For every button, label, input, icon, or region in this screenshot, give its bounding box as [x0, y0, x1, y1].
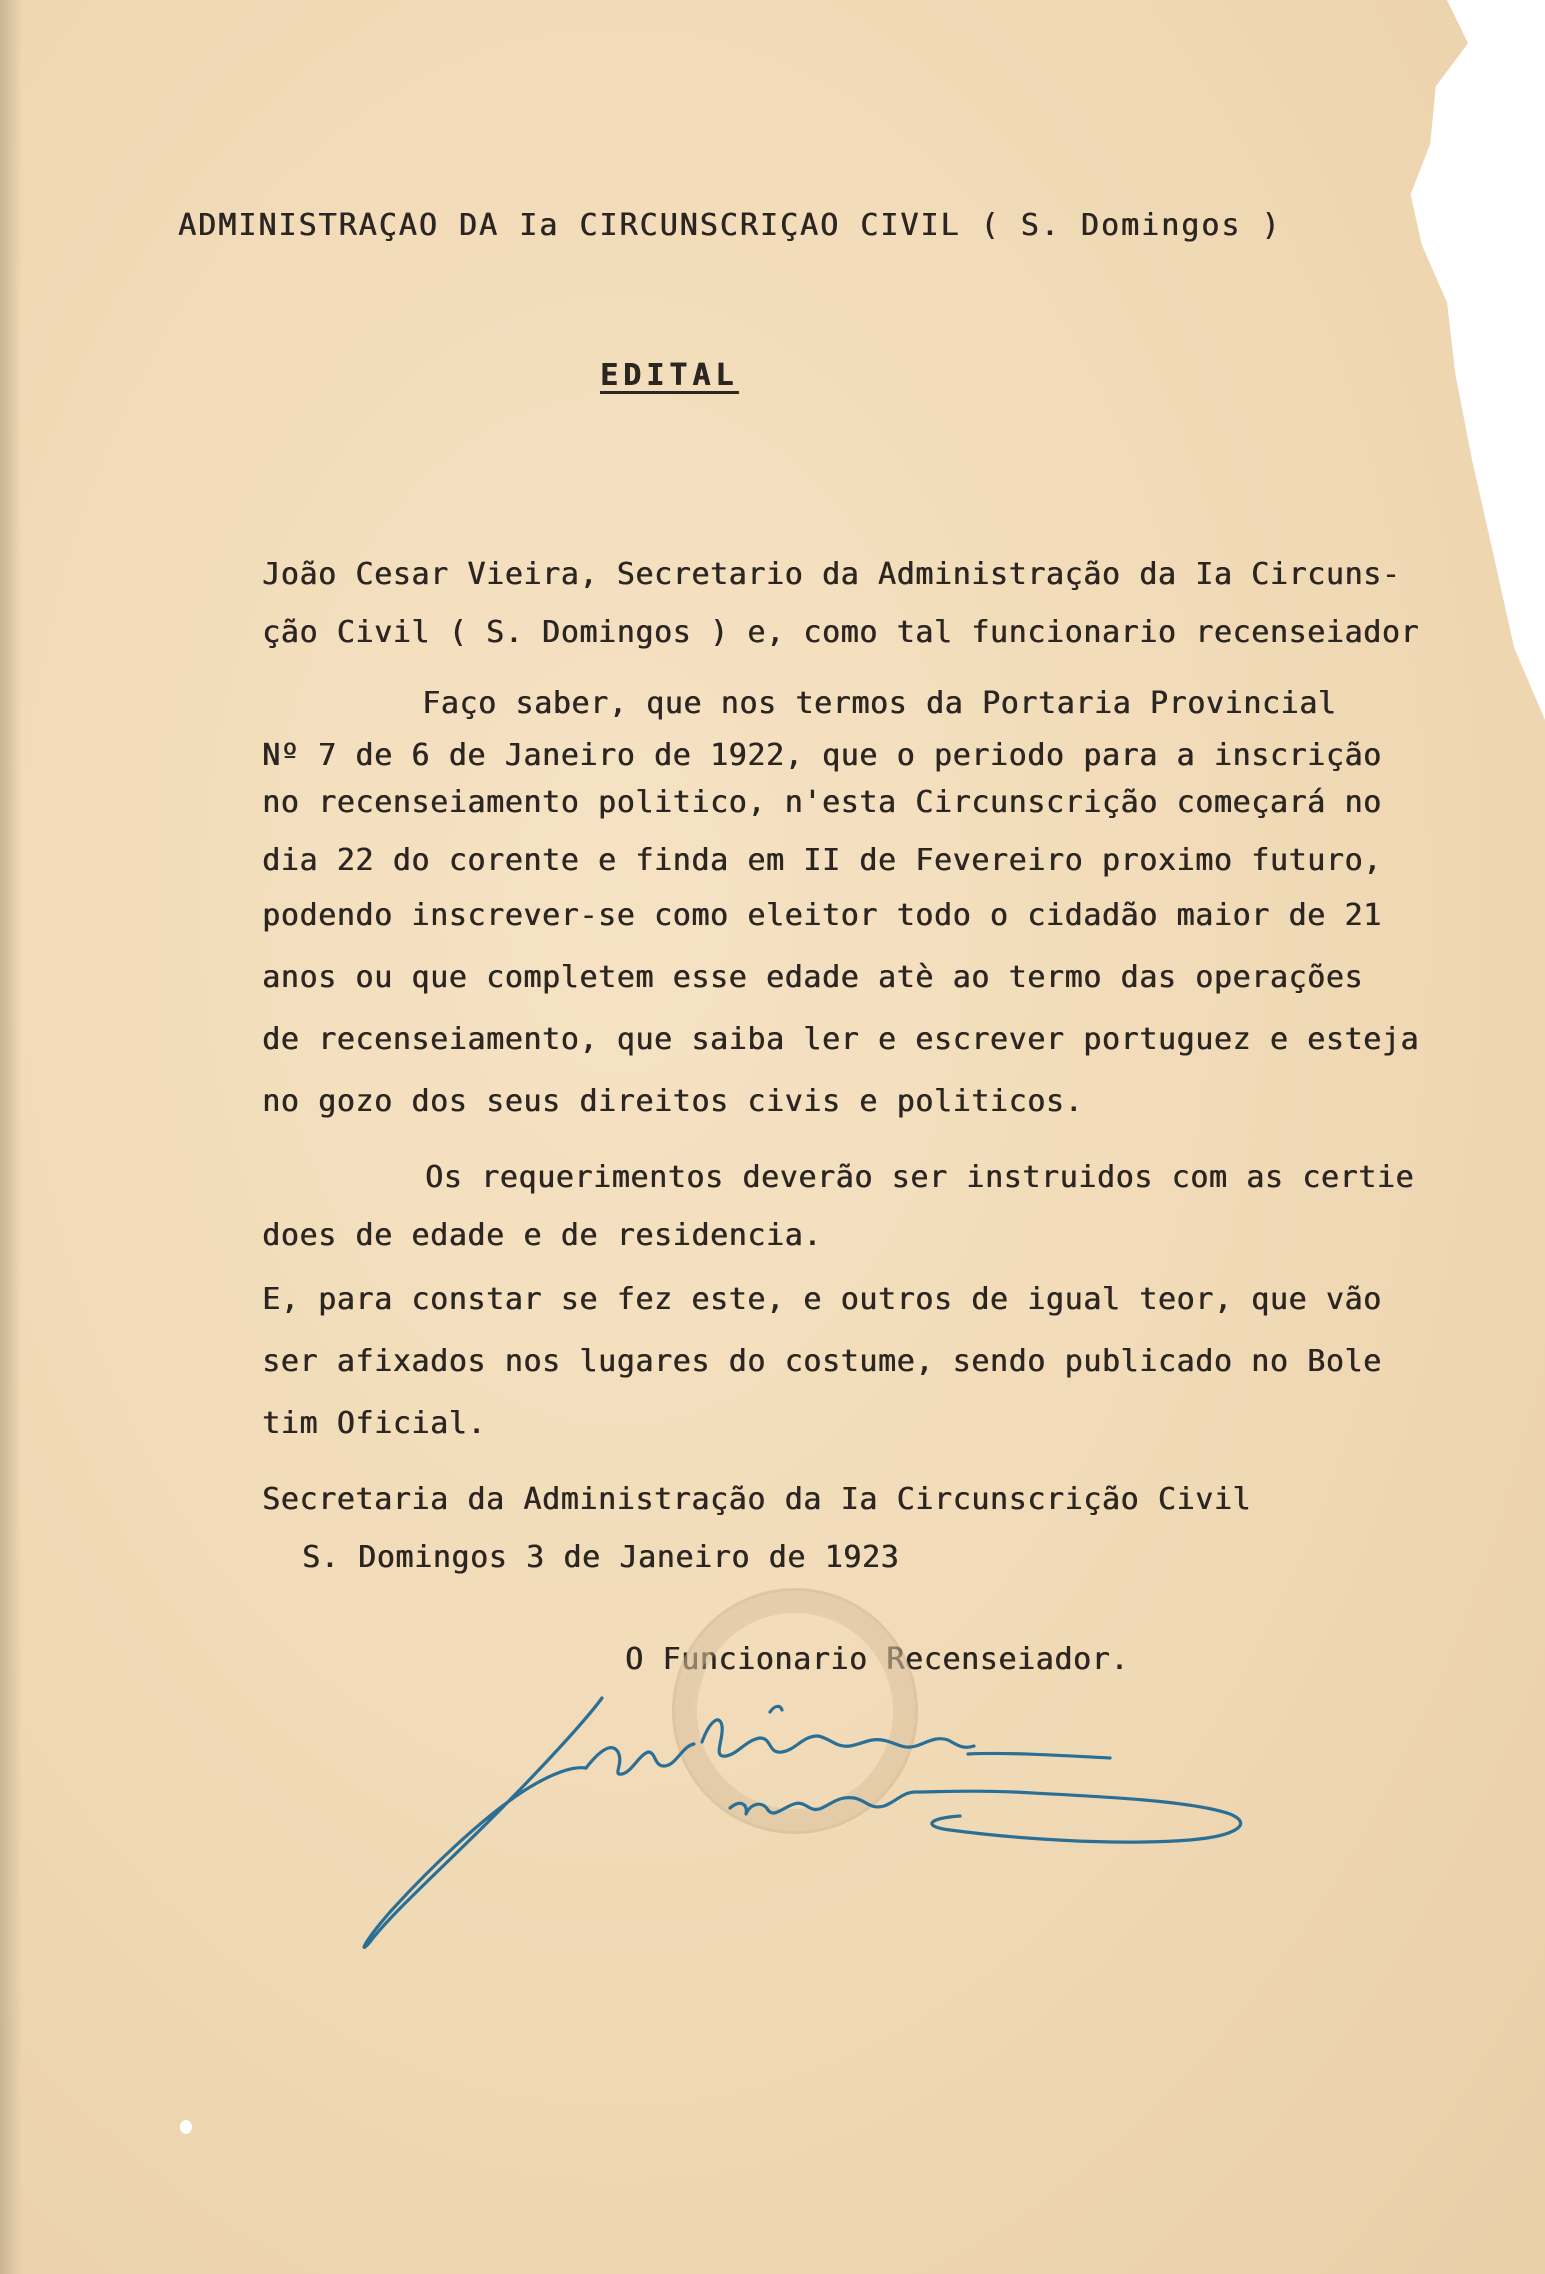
document-header: ADMINISTRAÇAO DA Ia CIRCUNSCRIÇAO CIVIL ( S. Domingos ): [178, 208, 1282, 243]
intro-line-1: João Cesar Vieira, Secretario da Administração da Ia Circuns-: [262, 557, 1401, 592]
place-line: Secretaria da Administração da Ia Circunscrição Civil: [262, 1482, 1252, 1517]
notice-line-5: podendo inscrever-se como eleitor todo o cidadão maior de 21: [262, 898, 1382, 933]
notice-line-4: dia 22 do corente e finda em II de Fevereiro proximo futuro,: [262, 843, 1382, 878]
notice-line-6: anos ou que completem esse edade atè ao termo das operações: [262, 960, 1364, 995]
torn-corner: [1405, 0, 1545, 720]
handwritten-signature: [350, 1680, 1360, 1960]
requirements-line-2: does de edade e de residencia.: [262, 1218, 822, 1253]
intro-line-2: ção Civil ( S. Domingos ) e, como tal funcionario recenseiador: [262, 615, 1420, 650]
signatory-title: O Funcionario Recenseiador.: [625, 1642, 1129, 1677]
notice-line-1: Faço saber, que nos termos da Portaria Provincial: [422, 686, 1337, 721]
requirements-line-1: Os requerimentos deverão ser instruidos com as certie: [425, 1160, 1415, 1195]
closing-line-3: tim Oficial.: [262, 1406, 486, 1441]
notice-line-8: no gozo dos seus direitos civis e politicos.: [262, 1084, 1084, 1119]
notice-line-2: Nº 7 de 6 de Janeiro de 1922, que o periodo para a inscrição: [262, 738, 1382, 773]
paper-edge-shadow: [0, 0, 22, 2274]
notice-line-7: de recenseiamento, que saiba ler e escrever portuguez e esteja: [262, 1022, 1420, 1057]
date-line: S. Domingos 3 de Janeiro de 1923: [302, 1540, 900, 1575]
notice-line-3: no recenseiamento politico, n'esta Circunscrição começará no: [262, 785, 1382, 820]
closing-line-1: E, para constar se fez este, e outros de igual teor, que vão: [262, 1282, 1382, 1317]
paper-spot: [180, 2120, 192, 2134]
document-title: EDITAL: [600, 358, 739, 393]
closing-line-2: ser afixados nos lugares do costume, sendo publicado no Bole: [262, 1344, 1382, 1379]
